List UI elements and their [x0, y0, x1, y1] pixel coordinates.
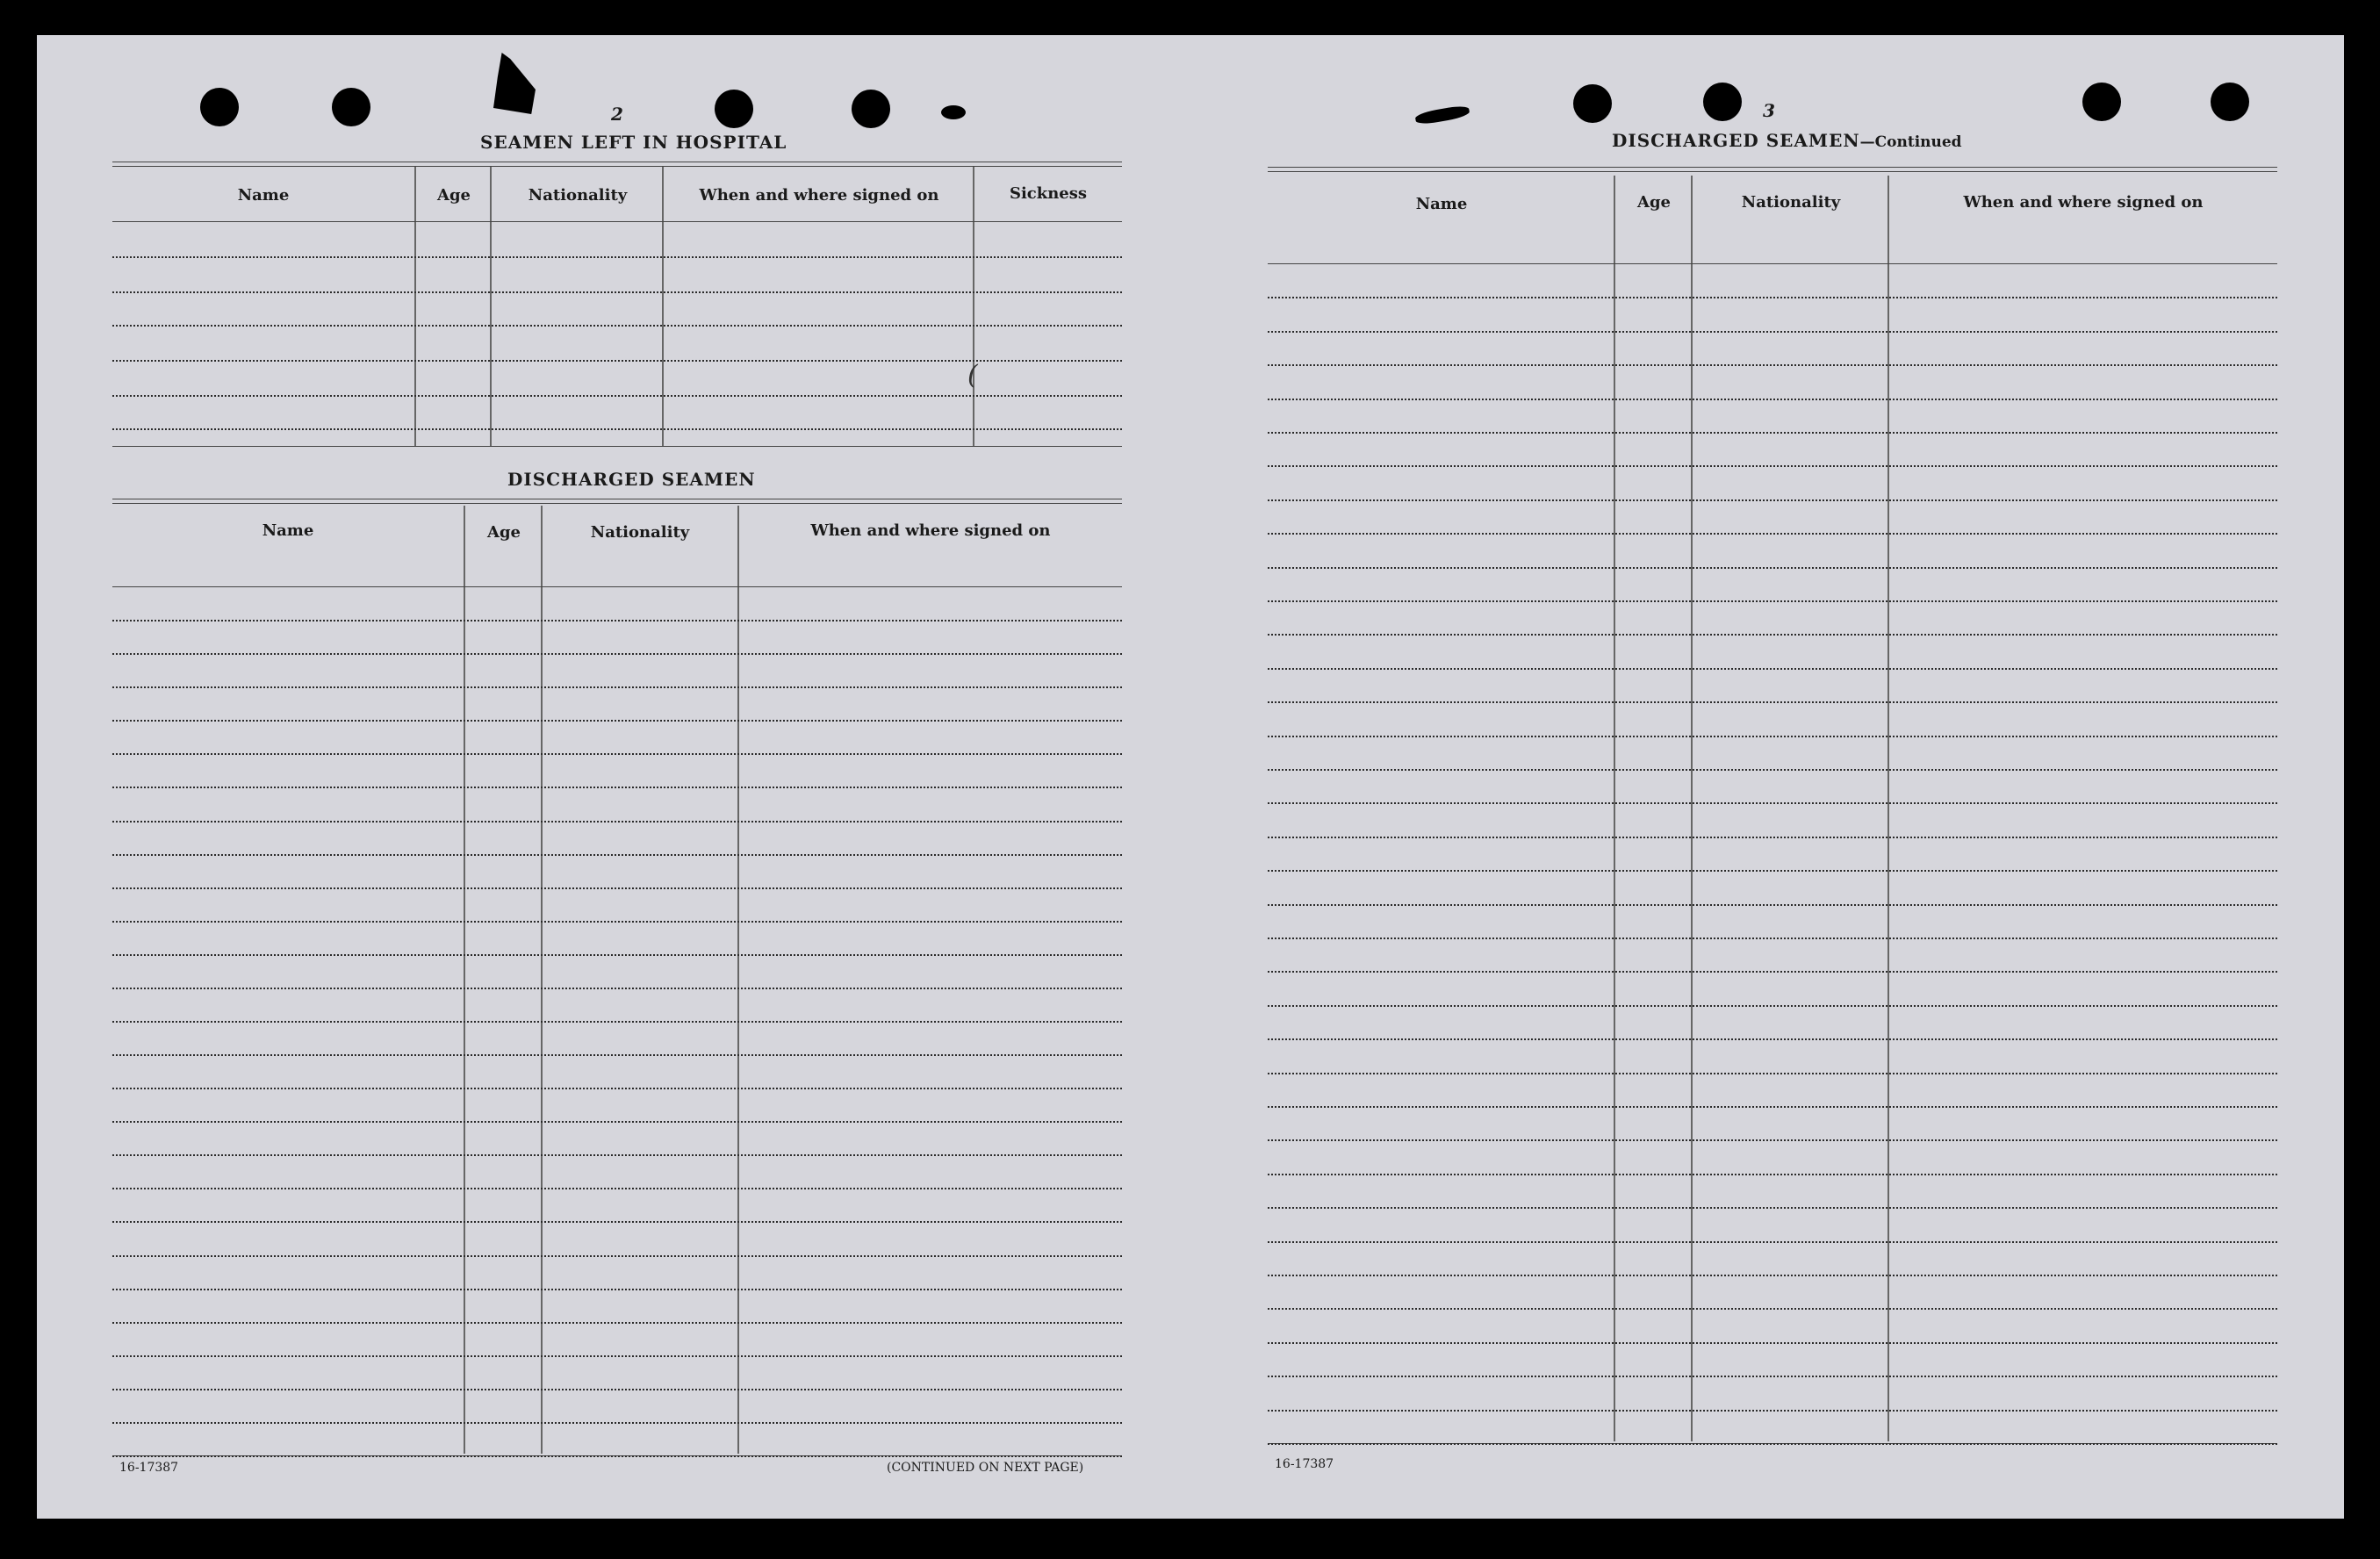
blank-row-line	[1268, 1410, 2277, 1412]
table-bottom-rule	[112, 446, 1122, 447]
column-header-name: Name	[262, 521, 314, 540]
discharged-table-title: DISCHARGED SEAMEN	[507, 469, 756, 490]
blank-row-line	[1268, 938, 2277, 939]
blank-row-line	[1268, 971, 2277, 973]
blank-row-line	[1268, 769, 2277, 771]
handwritten-mark: (	[967, 360, 978, 391]
punch-hole	[2211, 83, 2249, 121]
column-header-age: Age	[486, 523, 521, 542]
column-header-name: Name	[1415, 195, 1468, 213]
punch-hole	[852, 90, 890, 128]
table-top-rule	[112, 499, 1122, 504]
blank-row-line	[1268, 1275, 2277, 1276]
blank-row-line	[1268, 802, 2277, 804]
blank-row-line	[1268, 1005, 2277, 1007]
column-divider	[737, 506, 739, 1454]
blank-row-line	[112, 1422, 1122, 1424]
column-divider	[490, 167, 492, 446]
blank-row-line	[112, 954, 1122, 956]
blank-row-line	[1268, 465, 2277, 467]
blank-row-line	[112, 620, 1122, 621]
column-divider	[414, 167, 416, 446]
paper-tear	[1414, 104, 1470, 126]
blank-row-line	[1268, 1443, 2277, 1445]
blank-row-line	[1268, 1376, 2277, 1377]
blank-row-line	[112, 256, 1122, 258]
blank-row-line	[1268, 668, 2277, 670]
header-rule	[112, 586, 1122, 587]
header-rule	[1268, 263, 2277, 264]
column-divider	[541, 506, 543, 1454]
discharged-continued-table	[1268, 176, 2277, 1475]
blank-row-line	[1268, 1308, 2277, 1310]
blank-row-line	[112, 988, 1122, 989]
blank-row-line	[112, 787, 1122, 788]
blank-row-line	[1268, 1073, 2277, 1074]
blank-row-line	[1268, 399, 2277, 400]
blank-row-line	[112, 821, 1122, 823]
blank-row-line	[1268, 1106, 2277, 1108]
discharged-continued-title-suffix: —Continued	[1859, 133, 1962, 151]
punch-hole	[200, 88, 239, 126]
blank-row-line	[1268, 1342, 2277, 1344]
blank-row-line	[112, 325, 1122, 327]
blank-row-line	[112, 887, 1122, 889]
blank-row-line	[1268, 533, 2277, 535]
punch-hole	[1703, 83, 1742, 121]
column-header-signed-on: When and where signed on	[699, 186, 939, 205]
blank-row-line	[112, 1121, 1122, 1123]
blank-row-line	[112, 686, 1122, 688]
column-header-sickness: Sickness	[1009, 184, 1088, 203]
column-header-signed-on: When and where signed on	[810, 521, 1051, 540]
blank-row-line	[112, 1054, 1122, 1056]
blank-row-line	[112, 1355, 1122, 1357]
blank-row-line	[1268, 837, 2277, 838]
blank-row-line	[1268, 1241, 2277, 1243]
hospital-table	[112, 167, 1122, 488]
blank-row-line	[112, 1289, 1122, 1290]
column-header-signed-on: When and where signed on	[1963, 193, 2204, 212]
blank-row-line	[1268, 1207, 2277, 1209]
punch-hole	[715, 90, 753, 128]
blank-row-line	[1268, 432, 2277, 434]
blank-row-line	[1268, 364, 2277, 366]
blank-row-line	[1268, 736, 2277, 737]
blank-row-line	[1268, 1174, 2277, 1175]
blank-row-line	[1268, 499, 2277, 501]
header-rule	[112, 221, 1122, 222]
blank-row-line	[112, 1154, 1122, 1156]
punch-hole	[332, 88, 370, 126]
discharged-continued-title-main: DISCHARGED SEAMEN	[1612, 130, 1860, 151]
blank-row-line	[112, 1221, 1122, 1223]
discharged-table	[112, 506, 1122, 1471]
blank-row-line	[112, 1188, 1122, 1189]
column-header-age: Age	[1636, 193, 1671, 212]
blank-row-line	[1268, 701, 2277, 703]
discharged-continued-title	[1612, 130, 1962, 151]
blank-row-line	[112, 653, 1122, 655]
blank-row-line	[112, 753, 1122, 755]
blank-row-line	[1268, 331, 2277, 333]
column-header-nationality: Nationality	[590, 523, 690, 542]
blank-row-line	[112, 1389, 1122, 1390]
form-number-left: 16-17387	[119, 1461, 179, 1475]
blank-row-line	[112, 1455, 1122, 1457]
continued-note: (CONTINUED ON NEXT PAGE)	[887, 1461, 1084, 1475]
blank-row-line	[112, 1322, 1122, 1324]
column-header-name: Name	[237, 186, 290, 205]
column-divider	[464, 506, 465, 1454]
paper-tear	[941, 105, 966, 119]
page-number-right: 3	[1763, 100, 1775, 121]
blank-row-line	[1268, 567, 2277, 569]
paper-tear	[493, 53, 536, 114]
blank-row-line	[1268, 1139, 2277, 1141]
column-divider	[662, 167, 664, 446]
blank-row-line	[1268, 1038, 2277, 1040]
blank-row-line	[112, 395, 1122, 397]
hospital-table-title: SEAMEN LEFT IN HOSPITAL	[480, 132, 787, 153]
punch-hole	[1573, 84, 1612, 123]
blank-row-line	[1268, 870, 2277, 872]
blank-row-line	[112, 854, 1122, 856]
form-sheet	[37, 35, 2344, 1519]
blank-row-line	[112, 291, 1122, 293]
blank-row-line	[1268, 600, 2277, 602]
blank-row-line	[1268, 634, 2277, 636]
blank-row-line	[1268, 904, 2277, 906]
form-number-right: 16-17387	[1275, 1457, 1334, 1471]
blank-row-line	[112, 428, 1122, 430]
table-top-rule	[1268, 167, 2277, 172]
blank-row-line	[112, 1088, 1122, 1089]
column-header-nationality: Nationality	[1741, 193, 1841, 212]
blank-row-line	[112, 921, 1122, 923]
punch-hole	[2082, 83, 2121, 121]
blank-row-line	[112, 720, 1122, 722]
blank-row-line	[112, 1021, 1122, 1023]
column-divider	[973, 167, 974, 446]
page-number-left: 2	[611, 104, 623, 125]
blank-row-line	[112, 1255, 1122, 1257]
blank-row-line	[1268, 297, 2277, 298]
column-header-nationality: Nationality	[528, 186, 628, 205]
column-header-age: Age	[436, 186, 471, 205]
